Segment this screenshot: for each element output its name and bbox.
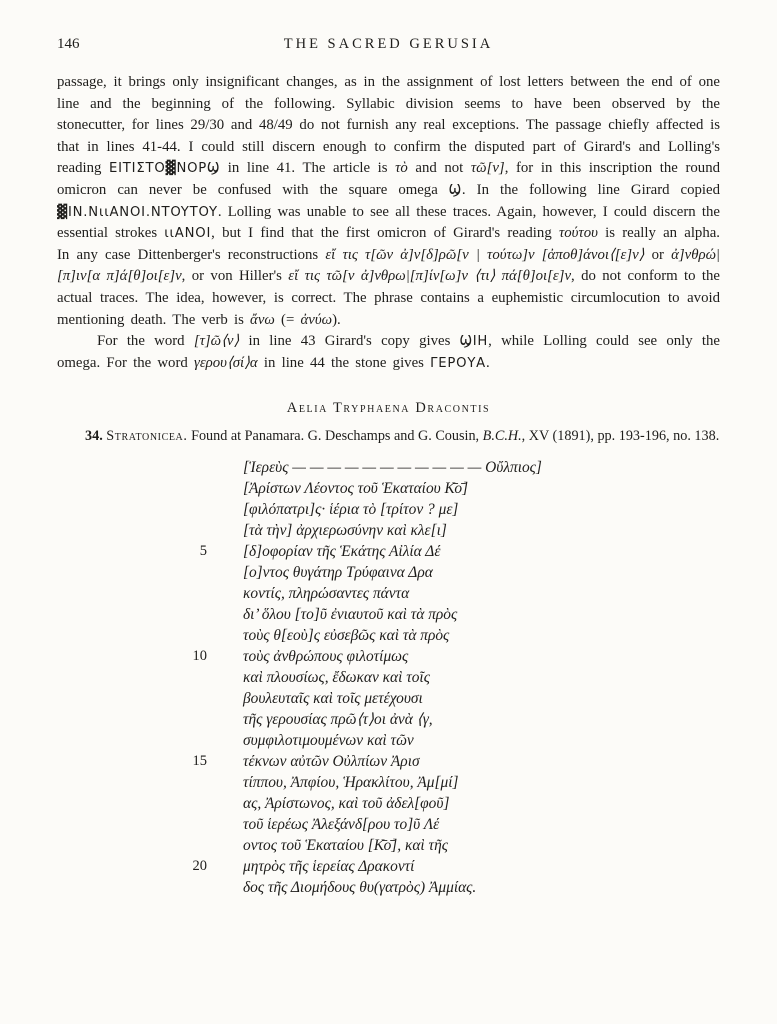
inscription-line-text: [τὰ τὴν] ἀρχιερωσύνην καὶ κλε[ι] bbox=[243, 521, 447, 539]
inscription-line bbox=[57, 583, 720, 604]
inscription-line bbox=[57, 499, 720, 520]
inscription-line-number: 15 bbox=[192, 752, 207, 769]
inscription-line bbox=[57, 457, 720, 478]
inscription-line-text: συμφιλοτιμουμένων καὶ τῶν bbox=[243, 731, 414, 749]
section-heading: Aelia Tryphaena Dracontis bbox=[286, 400, 491, 417]
page-header bbox=[57, 36, 720, 58]
text-run-greek: ἀνύω bbox=[300, 311, 333, 328]
entry-34 bbox=[57, 426, 720, 447]
inscription-line-text: καὶ πλουσίως, ἔδωκαν καὶ τοῖς bbox=[243, 668, 430, 686]
text-run-greek: τῶ[ν] bbox=[470, 160, 505, 177]
text-run-epig: ▓IN.NιιANOI.NTOYTOY bbox=[57, 204, 218, 220]
inscription-line-text: τοὺς ἀνθρώπους φιλοτίμως bbox=[243, 647, 409, 665]
inscription-line bbox=[57, 541, 720, 562]
text-run-roman: is really an alpha. In any case Dittenberger's reconstructions bbox=[57, 225, 720, 263]
inscription-line-text: [δ]οφορίαν τῆς Ἑκάτης Αἰλία Δέ bbox=[243, 542, 441, 560]
inscription-line bbox=[57, 772, 720, 793]
inscription-line-text: μητρὸς τῆς ἱερείας Δρακοντί bbox=[243, 857, 415, 875]
body-paragraph-2 bbox=[57, 331, 720, 374]
inscription-line bbox=[57, 709, 720, 730]
text-run-greek: [τ]ῶ⟨ν⟩ bbox=[193, 333, 240, 350]
inscription-line bbox=[57, 688, 720, 709]
inscription-line-number: 20 bbox=[192, 857, 207, 874]
inscription-line-number bbox=[57, 478, 207, 499]
inscription-line-number bbox=[57, 667, 207, 688]
text-run-greek: τούτου bbox=[558, 225, 598, 242]
text-run-roman: and not bbox=[407, 160, 471, 177]
inscription-line bbox=[57, 877, 720, 898]
text-run-roman: ). bbox=[332, 311, 341, 328]
inscription-line-text: τίππου, Ἀπφίου, Ἡρακλίτου, Ἀμ[μί] bbox=[243, 773, 459, 791]
inscription-block bbox=[57, 457, 720, 898]
text-run-epig: ΕΙΤΙΣΤΟ▓NOPϢ bbox=[108, 161, 221, 177]
inscription-line-text: δι’ ὅλου [το]ῦ ἐνιαυτοῦ καὶ τὰ πρὸς bbox=[243, 605, 458, 623]
inscription-line-number bbox=[57, 814, 207, 835]
inscription-line-text: [Ἀρίστων Λέοντος τοῦ Ἑκαταίου Κ̄ο̄] bbox=[243, 479, 469, 497]
text-run-greek: τὸ bbox=[395, 160, 408, 177]
text-run-roman: in line 44 the stone gives bbox=[257, 354, 431, 371]
inscription-line-text: τοὺς θ[εοὺ]ς εὐσεβῶς καὶ τὰ πρὸς bbox=[243, 626, 450, 644]
text-run-roman: in line 41. The article is bbox=[220, 160, 396, 177]
inscription-line-number bbox=[57, 709, 207, 730]
text-run-italic: B.C.H. bbox=[482, 428, 522, 445]
text-run-sc: Stratonicea. bbox=[106, 428, 188, 445]
text-run-roman: or bbox=[644, 246, 672, 263]
text-run-greek: εἴ τις τῶ[ν ἀ]νθρω|[π]ίν[ω]ν ⟨τι⟩ πά[θ]οι[ε]ν bbox=[288, 268, 572, 285]
inscription-line-text: [φιλόπατρι]ς· ἱέρια τὸ [τρίτον ? με] bbox=[243, 500, 459, 518]
inscription-line bbox=[57, 730, 720, 751]
inscription-line-number bbox=[57, 625, 207, 646]
text-run-roman: in line 43 Girard's copy gives bbox=[239, 333, 460, 350]
inscription-line-number bbox=[57, 877, 207, 898]
inscription-line bbox=[57, 814, 720, 835]
inscription-line-number bbox=[57, 499, 207, 520]
inscription-line bbox=[57, 625, 720, 646]
inscription-line bbox=[57, 751, 720, 772]
text-run-roman: , while Lolling could see only the omega. For the word bbox=[57, 333, 720, 371]
inscription-line-number bbox=[57, 520, 207, 541]
inscription-line bbox=[57, 835, 720, 856]
inscription-line bbox=[57, 520, 720, 541]
inscription-line-number bbox=[57, 688, 207, 709]
inscription-line bbox=[57, 604, 720, 625]
text-run-roman: (= bbox=[274, 311, 301, 328]
inscription-line-text: [ο]ντος θυγάτηρ Τρύφαινα Δρα bbox=[243, 563, 433, 581]
inscription-line-text: ας, Ἀρίστωνος, καὶ τοῦ ἀδελ[φοῦ] bbox=[243, 794, 450, 812]
text-run-roman: For the word bbox=[97, 333, 194, 350]
text-run-roman: , for in this inscription the round omicron can never be confused with the square omega bbox=[57, 160, 720, 198]
text-run-greek: γερου⟨σί⟩α bbox=[193, 354, 258, 371]
inscription-line-text: [Ἱερεὺς — — — — — — — — — — — Οὔλπιος] bbox=[243, 458, 542, 476]
text-run-roman: , but I find that the first omicron of Girard's reading bbox=[211, 225, 559, 242]
inscription-line-number: 5 bbox=[199, 542, 207, 559]
text-run-roman: . bbox=[486, 354, 490, 371]
inscription-line-number bbox=[57, 562, 207, 583]
inscription-line bbox=[57, 793, 720, 814]
inscription-line bbox=[57, 478, 720, 499]
inscription-line-text: δος τῆς Διομήδους θυ(γατρὸς) Ἀμμίας. bbox=[243, 878, 477, 896]
inscription-line-number bbox=[57, 457, 207, 478]
text-run-roman: , do not conform to the actual traces. The idea, however, is correct. The phrase contains a euphemistic circumlocution to avoid mentioning death. The verb is bbox=[57, 268, 720, 328]
inscription-line-number bbox=[57, 793, 207, 814]
text-run-epig: ϢΙΗ bbox=[459, 334, 489, 350]
text-run-roman: Found at Panamara. G. Deschamps and G. Cousin, bbox=[187, 428, 483, 445]
text-run-greek: ἀ]νθρώ|[π]ιν[α π]ά[θ]οι[ε]ν bbox=[57, 246, 720, 285]
inscription-line bbox=[57, 667, 720, 688]
inscription-line bbox=[57, 562, 720, 583]
text-run-epig: ΓΕΡΟΥΑ bbox=[430, 355, 486, 371]
text-run-roman: , or von Hiller's bbox=[181, 268, 289, 285]
inscription-line bbox=[57, 646, 720, 667]
inscription-line-number bbox=[57, 835, 207, 856]
text-run-roman: passage, it brings only insignificant changes, as in the assignment of lost letters between the end of one line and the beginning of the following. Syllabic division seems to have been observed by the stonecutter, for lines 29/30 and 48/49 do not furnish any real exceptions. The passage chiefly affected is that in lines 41-44. I could still discern enough to confirm the disputed part of Girard's and Lolling's reading bbox=[57, 74, 720, 177]
text-run-epig: Ϣ bbox=[448, 182, 462, 198]
body-paragraph-1 bbox=[57, 72, 720, 331]
text-run-epig: ιιANOI bbox=[164, 226, 212, 242]
inscription-line-number bbox=[57, 604, 207, 625]
inscription-line-text: οντος τοῦ Ἑκαταίου [Κ̄ο̄], καὶ τῆς bbox=[243, 836, 448, 854]
page-number: 146 bbox=[57, 36, 80, 52]
inscription-line-number bbox=[57, 730, 207, 751]
inscription-line-text: βουλευταῖς καὶ τοῖς μετέχουσι bbox=[243, 689, 423, 707]
inscription-line-text: τέκνων αὐτῶν Οὐλπίων Ἀρισ bbox=[243, 752, 420, 770]
inscription-line-number bbox=[57, 772, 207, 793]
text-run-greek: εἴ τις τ[ῶν ἀ]ν[δ]ρῶ[ν | τούτω]ν [ἀποθ]άνοι⟨[ε]ν⟩ bbox=[325, 246, 645, 263]
inscription-line-text: κοντίς, πληρώσαντες πάντα bbox=[243, 584, 410, 602]
text-run-bold: 34. bbox=[85, 428, 103, 445]
inscription-line-text: τῆς γερουσίας πρῶ⟨τ⟩οι ἀνὰ ⟨γ, bbox=[243, 710, 433, 728]
inscription-line-number: 10 bbox=[192, 647, 207, 664]
text-run-roman: , XV (1891), pp. 193-196, no. 138. bbox=[521, 428, 720, 445]
text-run-roman: . In the following line Girard copied bbox=[461, 181, 720, 198]
inscription-line bbox=[57, 856, 720, 877]
inscription-line-text: τοῦ ἱερέως Ἀλεξάνδ[ρου το]ῦ Λέ bbox=[243, 815, 440, 833]
text-run-greek: ἄνω bbox=[250, 311, 275, 328]
text-run-roman: . Lolling was unable to see all these traces. Again, however, I could discern the essential strokes bbox=[57, 203, 720, 242]
running-title: THE SACRED GERUSIA bbox=[283, 36, 494, 52]
inscription-line-number bbox=[57, 583, 207, 604]
